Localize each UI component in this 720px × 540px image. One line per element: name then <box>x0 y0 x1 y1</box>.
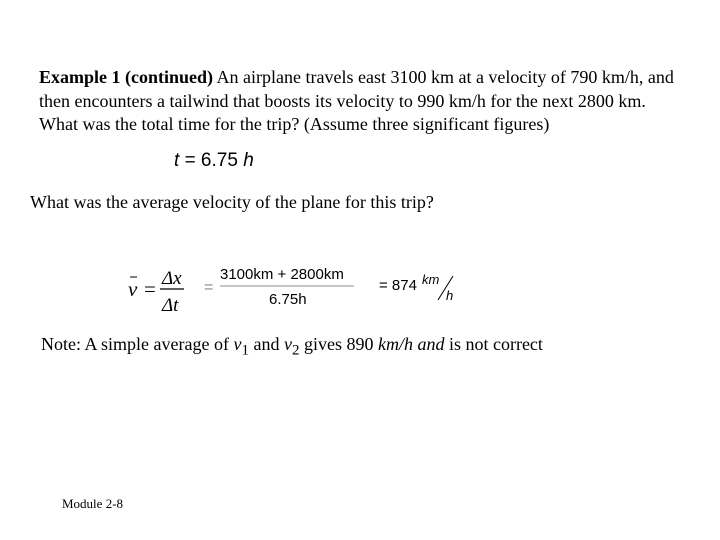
formula-graphic <box>128 262 478 322</box>
v2-subscript: 2 <box>291 342 300 359</box>
note-italic-tail: km/h and <box>377 334 445 354</box>
problem-text: An airplane travels east 3100 km at a velocity of 790 km/h, and then encounters a tailwind that boosts its velocity to 990 km/h for the next 2800 km. What was the total time for the trip? (Assume three significant figures) <box>39 67 674 134</box>
v-symbol: v <box>128 277 138 301</box>
denominator: 6.75h <box>269 291 307 308</box>
problem-heading: Example 1 (continued) <box>39 67 214 87</box>
v1-symbol: v <box>233 334 242 354</box>
delta-x: Δx <box>162 268 182 289</box>
note-text: Note: A simple average of $v_1$ and $v_2$ gives 890 km/h and is not correct <box>41 334 543 359</box>
time-symbol: t <box>174 150 180 171</box>
average-velocity-formula <box>128 262 478 322</box>
problem-statement <box>39 66 689 137</box>
equals-1: = <box>144 277 156 301</box>
total-time-answer <box>174 150 254 172</box>
v1-subscript: 1 <box>241 342 249 359</box>
time-value: = 6.75 <box>184 150 238 171</box>
result-value: = 874 <box>379 277 417 294</box>
question-text: What was the average velocity of the plane for this trip? <box>30 192 434 212</box>
result-unit-num: km <box>422 272 440 287</box>
module-footer: Module 2-8 <box>62 496 124 511</box>
numerator: 3100km + 2800km <box>220 266 344 283</box>
v2-symbol: v <box>283 334 292 354</box>
delta-t: Δt <box>162 295 179 316</box>
equals-2: = <box>204 279 214 296</box>
result-unit-den: h <box>446 288 454 303</box>
time-unit: h <box>243 150 254 171</box>
